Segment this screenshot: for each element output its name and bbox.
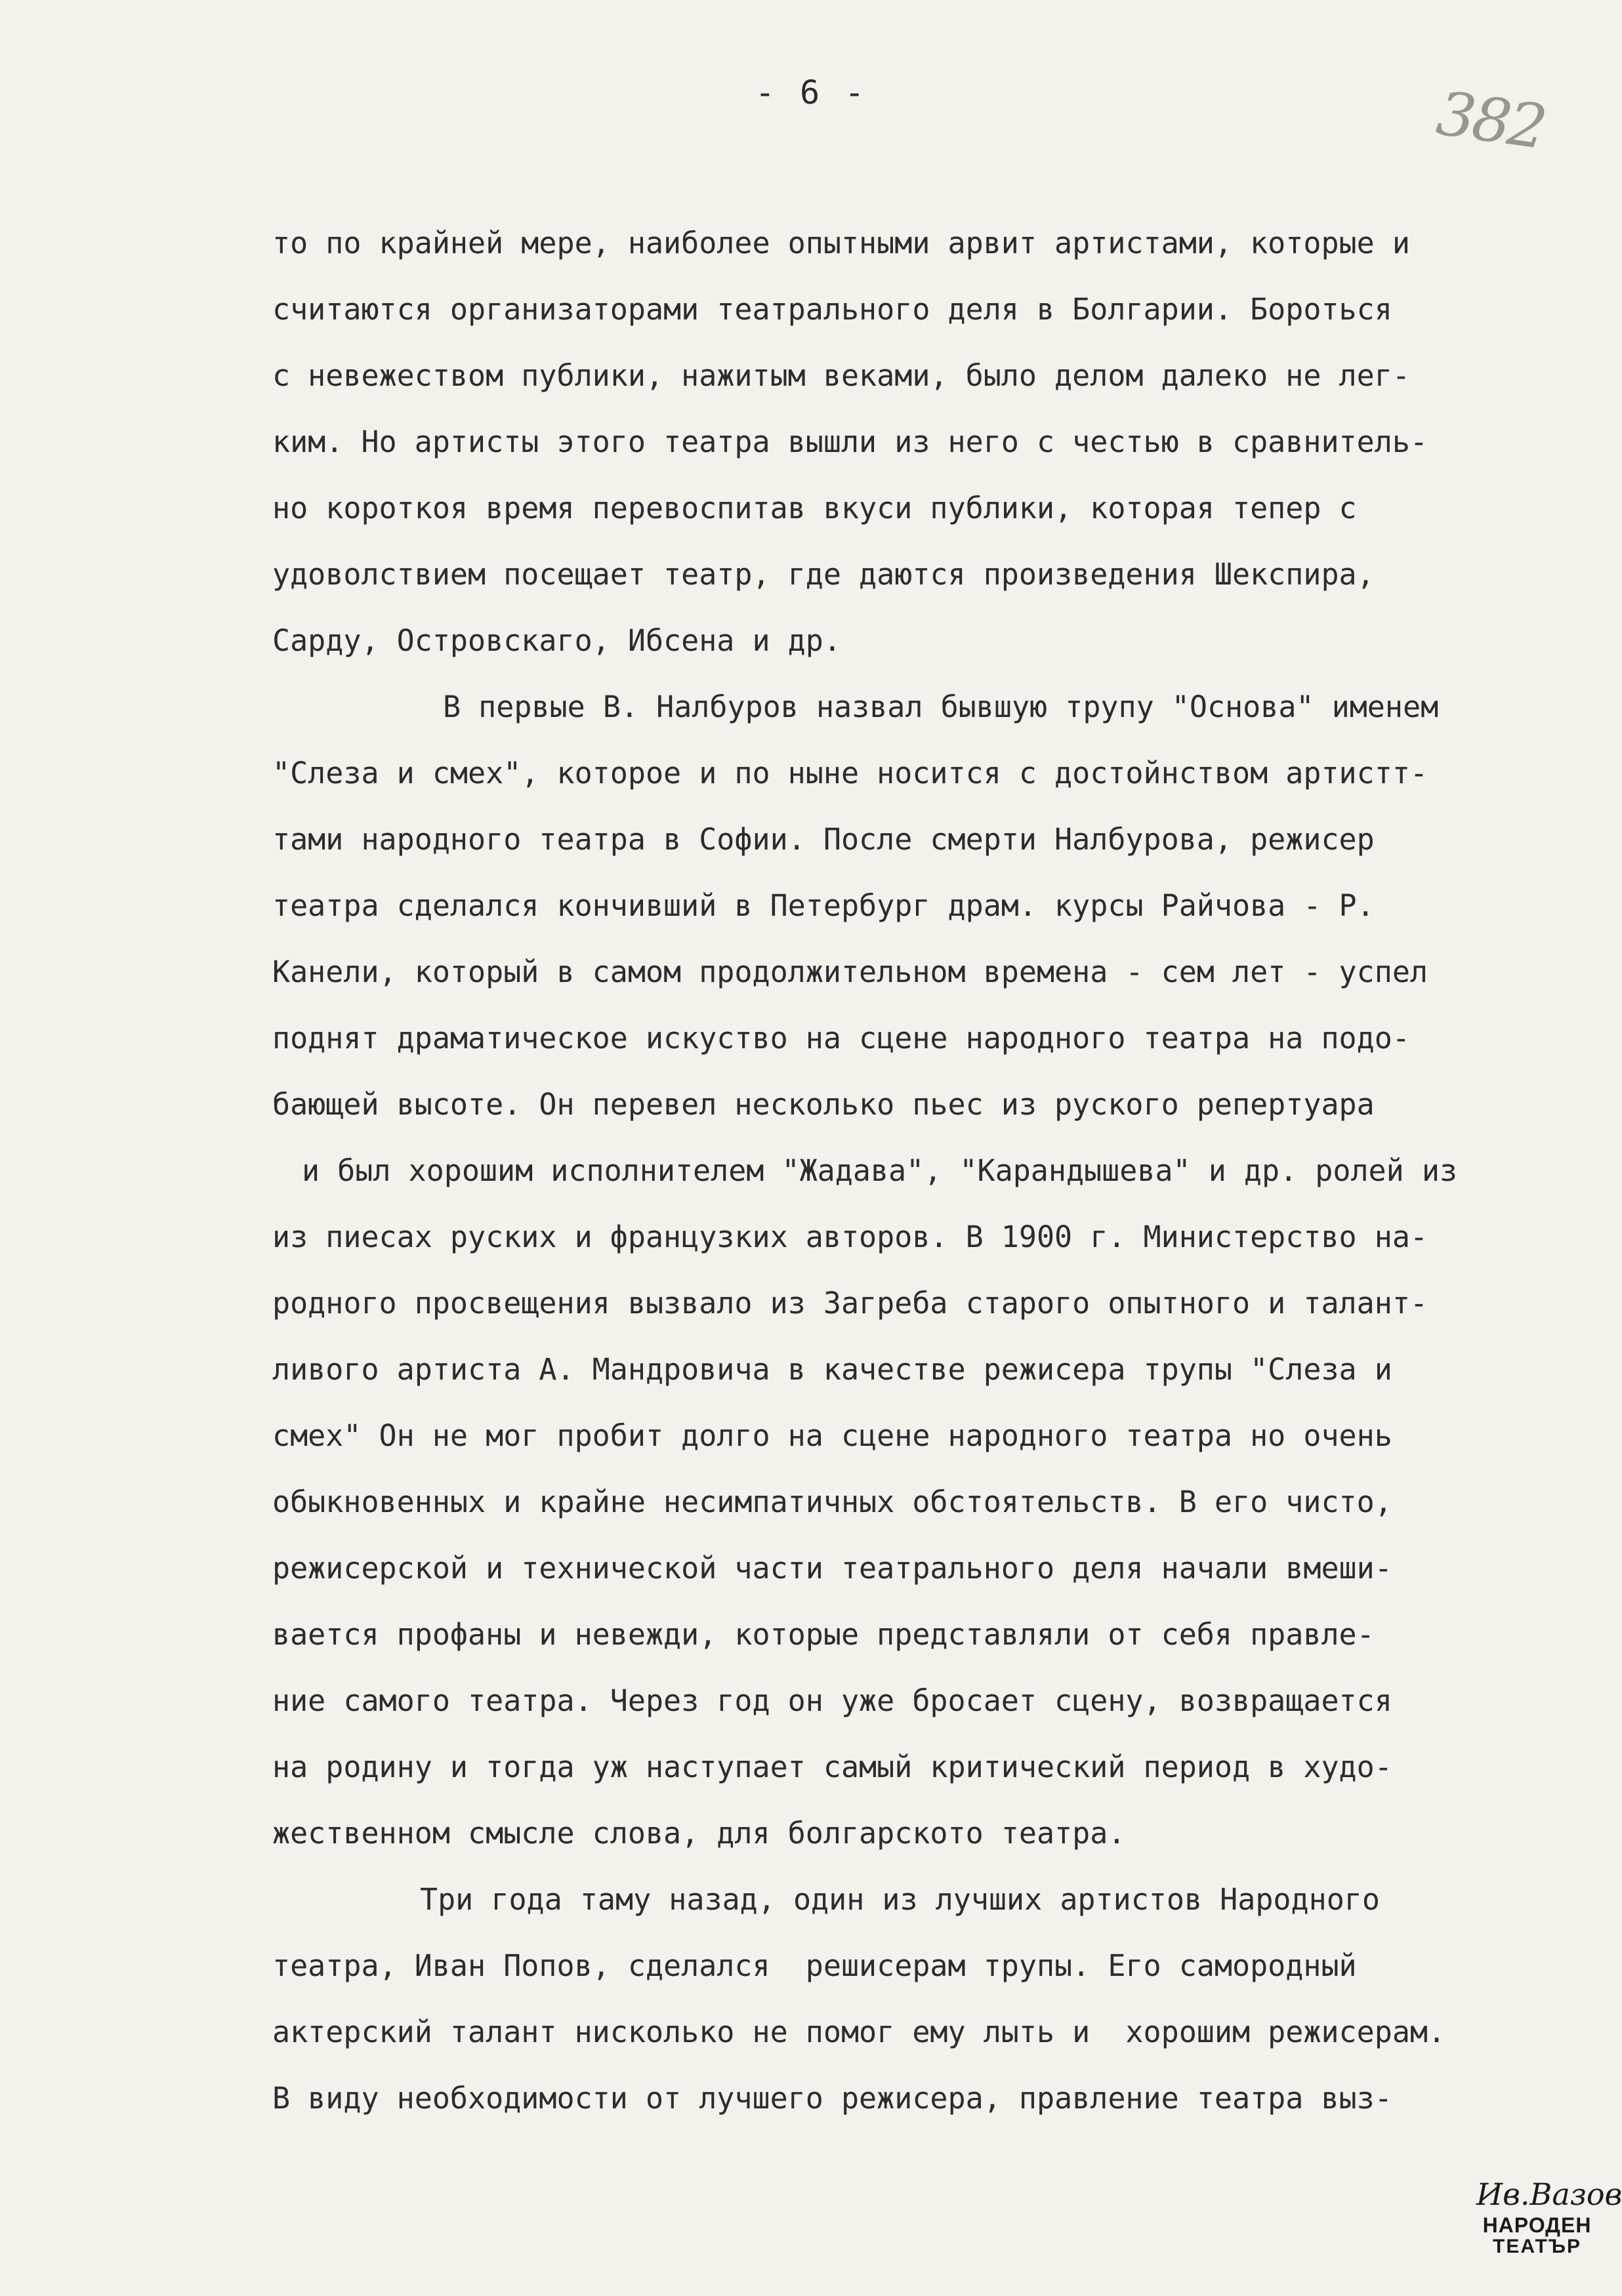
document-body xyxy=(272,210,1598,2131)
text-line: на родину и тогда уж наступает самый критический период в худо- xyxy=(272,1750,1392,1784)
text-line: Сарду, Островскаго, Ибсена и др. xyxy=(272,623,841,658)
text-line: театра, Иван Попов, сделался решисерам трупы. Его самородный xyxy=(272,1948,1357,1983)
text-line: "Слеза и смех", которое и по ныне носится с достойнством артистт- xyxy=(272,756,1428,790)
text-line: ние самого театра. Через год он уже бросает сцену, возвращается xyxy=(272,1683,1392,1718)
text-line: поднят драматическое искуство на сцене народного театра на подо- xyxy=(272,1021,1410,1056)
text-line: считаются организаторами театрального деля в Болгарии. Бороться xyxy=(272,292,1392,327)
text-line: режисерской и технической части театрального деля начали вмеши- xyxy=(272,1551,1392,1586)
text-line: жественном смысле слова, для болгарскoто театра. xyxy=(272,1816,1126,1851)
paragraph-start-line: В первые В. Налбуров назвал бывшую трупу "Основа" именем xyxy=(443,689,1439,724)
text-line: но короткоя время перевоспитав вкуси публики, которая тепер с xyxy=(272,491,1357,525)
text-line: ким. Но артисты этого театра вышли из него с честью в сравнитель- xyxy=(272,424,1428,459)
text-line: и был хорошим исполнителем "Жадава", "Карандышева" и др. ролей из xyxy=(302,1153,1457,1188)
text-line: то по крайней мере, наиболее опытными арвит артистами, которые и xyxy=(272,226,1410,260)
archive-number: 382 xyxy=(1432,78,1549,163)
text-line: тами народного театра в Софии. После смерти Налбурова, режисер xyxy=(272,822,1375,857)
stamp-line-2: ТЕАТЪР xyxy=(1493,2236,1581,2257)
text-line: В виду необходимости от лучшего режисера, правление театра выз- xyxy=(272,2081,1392,2116)
national-theatre-stamp xyxy=(1476,2175,1622,2273)
text-line: родного просвещения вызвало из Загреба старого опытного и талант- xyxy=(272,1286,1428,1321)
text-line: удоволствием посещает театр, где даются произведения Шекспира, xyxy=(272,557,1375,592)
stamp-signature: Ив.Вазов xyxy=(1476,2177,1622,2212)
text-line: бающей высоте. Он перевел несколько пьес из руского репертуара xyxy=(272,1087,1375,1122)
text-line: ливого артиста А. Мандровича в качестве режисера трупы "Слеза и xyxy=(272,1352,1392,1387)
text-line: актерский талант нисколько не помог ему лыть и хорошим режисерам. xyxy=(272,2015,1446,2049)
text-line: обыкновенных и крайне несимпатичных обстоятельств. В его чисто, xyxy=(272,1485,1392,1519)
page-number: - 6 - xyxy=(755,73,867,112)
text-line: Канели, который в самом продолжительном времена - сем лет - успел xyxy=(272,954,1428,989)
text-line: смех" Он не мог пробит долго на сцене народного театра но очень xyxy=(272,1418,1392,1453)
stamp-line-1: НАРОДЕН xyxy=(1482,2213,1592,2237)
text-line: из пиесах руских и французких авторов. В 1900 г. Министерство на- xyxy=(272,1220,1428,1254)
text-line: театра сделался кончивший в Петербург драм. курсы Райчова - Р. xyxy=(272,888,1375,923)
paragraph-start-line: Три года таму назад, один из лучших артистов Народного xyxy=(420,1882,1380,1917)
text-line: вается профаны и невежди, которые представляли от себя правле- xyxy=(272,1617,1375,1652)
text-line: с невежеством публики, нажитым веками, было делом далеко не лег- xyxy=(272,358,1410,393)
